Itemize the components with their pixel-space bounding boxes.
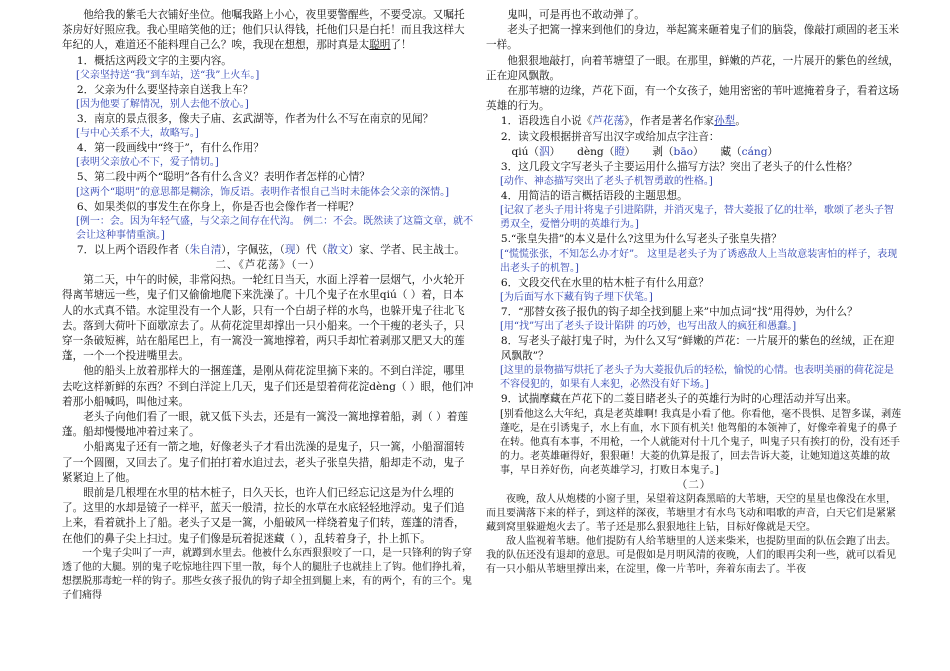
answer-1: [父亲坚持送“我”到车站，送“我”上火车。] — [76, 69, 260, 81]
answer-r7: [用“找”写出了老头子设计陷阱 的巧妙，也写出敌人的疯狂和愚蠢。] — [500, 321, 797, 333]
q7-text-d: ）家、学者、民主战士。 — [348, 243, 465, 256]
question-5: 5、第二段中两个“聪明”各有什么含义？表明作者怎样的心情？ — [76, 171, 370, 184]
left-column — [62, 8, 474, 603]
pinyin-cang-answer: cáng — [741, 145, 768, 158]
q7-text-b: ），字佩弦，（ — [221, 243, 285, 256]
passage-paragraph-2: 他的船头上放着那样大的一捆莲蓬，是刚从荷花淀里摘下来的。不到白洋淀，哪里去吃这样新鲜的东西？不到白洋淀上几天，鬼子们还是望着荷花淀dèng（ ）眼，他们冲着那小船喊吗，叫他过来。 — [62, 365, 474, 408]
question-6: 6、如果类似的事发生在你身上，你是否也会像作者一样呢？ — [76, 200, 360, 213]
passage-2-paragraph-2: 敌人监视着苇塘。他们提防有人给苇塘里的人送来柴米，也提防里面的队伍会跑了出去。我的队伍还没有退却的意思。可是假如是月明风清的夜晚，人们的眼再尖利一些，就可以看见有一只小船从苇塘里撑出来，在淀里，像一片苇叶，奔着东南去了。半夜 — [486, 535, 896, 575]
answer-r6: [为后面写水下藏有钩子埋下伏笔。] — [500, 291, 653, 303]
q7-answer-author: 朱自清 — [189, 243, 222, 256]
passage-paragraph-5: 眼前是几根埋在水里的枯木桩子，日久天长，也许人们已经忘记这是为什么埋的了。这里的水却是镜子一样平，蓝天一般清，拉长的水草在水底轻轻地浮动。鬼子们追上来，看着就扑上了船。老头子又是一篙，小船破风一样绕着鬼子们转，莲蓬的清香，在他们的鼻子尖上扫过。鬼子们像是玩着捉迷藏（ ），乱转着身子，扑上抓下。 — [62, 487, 465, 545]
question-1: 1．概括这两段文字的主要内容。 — [76, 54, 232, 67]
r1-text-b: 》，作者是著名作家 — [624, 115, 715, 128]
pinyin-qiu-answer: 泅 — [539, 145, 550, 158]
passage-paragraph-1: 第二天，中午的时候，非常闷热。一轮红日当天，水面上浮着一层烟气，小火轮开得离苇塘远一些，鬼子们又偷偷地爬下来洗澡了。十几个鬼子在水里qiú（ ）着，日本人的水式真不错。水淀里没有一个人影，只有一个白胡子样的水鸟，也躲开鬼子往北飞去。落到大荷叶下面歇凉去了。从荷花淀里却撑出一只小船来。一个干瘦的老头子，只穿一条破短裤，站在船尾巴上，有一篙没一篙地撑着，两只手却忙着剥那又肥又大的莲蓬，一个一个投进嘴里去。 — [62, 274, 465, 363]
pinyin-bao-answer: bāo — [673, 145, 694, 158]
question-r8: 8．写老头子敲打鬼子时，为什么又写“鲜嫩的芦花：一片展开的紫色的丝绒，正在迎风飘散”？ — [500, 335, 895, 363]
r1-text-a: 1．语段选自小说《 — [500, 115, 593, 128]
q7-answer-era: 现 — [284, 243, 296, 256]
answer-3: [与中心关系不大，故略写。] — [76, 128, 199, 140]
answer-6: [例一：会。因为年轻气盛，与父亲之间存在代沟。 例二：不会。既然读了这篇文章，就不会让这种事情重演。] — [76, 215, 474, 241]
passage-paragraph-7: 鬼叫，可是再也不敢动弹了。 — [507, 9, 645, 21]
answer-r9: [别看他这么大年纪，真是老英雄啊! 我真是小看了他。你看他，毫不畏惧、足智多谋，剥莲蓬吃，是在引诱鬼子，水上有血，水下顶有机关! 他驾船的本领神了，好像牵着鬼子的鼻子在转。他真有本事，不用枪，一个人就能对付十几个鬼子，叫鬼子只有挨打的份，没有还手的力。老英雄砸得好，狠狠砸！大菱的仇算是报了，回去告诉大菱，让她知道这英雄的故事，早日养好伤，向老英雄学习，打败日本鬼子。] — [500, 408, 902, 476]
question-4: 4．第一段画线中“终于”，有什么作用？ — [76, 142, 264, 155]
question-r1 — [486, 114, 902, 129]
passage-paragraph-10: 在那苇塘的边缘，芦花下面，有一个女孩子，她用密密的苇叶遮掩着身子，看着这场英雄的行为。 — [486, 85, 900, 113]
passage-paragraph-8: 老头子把篙一撑来到他们的身边，举起篙来砸着鬼子们的脑袋，像敲打顽固的老玉米一样。 — [486, 24, 900, 52]
intro-paragraph — [62, 8, 474, 54]
pinyin-bao: 剥（ — [652, 145, 674, 158]
q7-text-a: 7．以上两个语段作者（ — [76, 243, 190, 256]
section-heading-reed-marsh: 二、《芦花荡》（一） — [215, 259, 321, 272]
r1-answer-author: 孙犁 — [714, 115, 736, 128]
intro-text: 他给我的紫毛大衣铺好坐位。他嘱我路上小心，夜里要警醒些，不要受凉。又嘱托茶房好好照应我。我心里暗笑他的迂；他们只认得钱，托他们只是白托！而且我这样大年纪的人，难道还不能料理自己么？唉，我现在想想，那时真是太 — [62, 9, 465, 52]
pinyin-deng-answer: 瞪 — [614, 145, 625, 158]
passage-2-paragraph-1: 夜晚，敌人从炮楼的小窗子里，呆望着这阴森黑暗的大苇塘，天空的星星也像没在水里，而且要满落下来的样子，到这样的深夜，苇塘里才有水鸟飞动和唱歌的声音，白天它们是紧紧藏到窝里躲避炮火去了。苇子还是那么狠狠地往上钻，目标好像就是天空。 — [486, 493, 896, 533]
answer-r8: [这里的景物描写烘托了老头子为大菱报仇后的轻松，愉悦的心情。也表明美丽的荷花淀是不容侵犯的，如果有人来犯，必然没有好下场。] — [500, 365, 894, 391]
intro-end: 了！ — [390, 39, 412, 52]
question-r9: 9．试揣摩藏在芦花下的二菱目睹老头子的英雄行为时的心理活动并写出来。 — [500, 393, 858, 406]
answer-r5: [“慌慌张张，不知怎么办才好”。 这里是老头子为了诱惑敌人上当故意装害怕的样子，表现出老头子的机智。] — [500, 248, 898, 274]
question-r4: 4．用简洁的语言概括语段的主题思想。 — [500, 190, 688, 203]
q7-answer-genre: 散文 — [327, 243, 349, 256]
question-r3: 3．这几段文字写老头子主要运用什么描写方法？突出了老头子的什么性格？ — [500, 161, 858, 174]
r1-text-c: 。 — [735, 115, 746, 128]
answer-4: [表明父亲放心不下，爱子情切。] — [76, 157, 219, 169]
answer-r4: [记叙了老头子用计将鬼子引进陷阱，并消灭鬼子，替大菱报了亿的壮举，歌颂了老头子智勇双全，爱憎分明的英雄行为。] — [500, 205, 894, 231]
answer-2: [因为他要了解情况，别人去他不放心。] — [76, 99, 249, 111]
answer-r3: [动作、神态描写突出了老头子机智勇敢的性格。] — [500, 176, 713, 188]
pinyin-deng: dèng（ — [577, 145, 615, 158]
right-column — [486, 8, 902, 577]
pinyin-cang: 藏（ — [720, 145, 742, 158]
passage-paragraph-4: 小船离鬼子还有一箭之地，好像老头子才看出洗澡的是鬼子，只一篙，小船溜溜转了一个圆圈，又回去了。鬼子们拍打着水追过去，老头子张皇失措，船却走不动，鬼子紧紧迫上了他。 — [62, 441, 465, 484]
question-r5: 5.“张皇失措”的本义是什么?这里为什么写老头子张皇失措？ — [500, 233, 782, 246]
question-r2: 2．读文段根据拼音写出汉字或给加点字注音： — [500, 130, 720, 143]
question-r6: 6．文段交代在水里的枯木桩子有什么用意？ — [500, 276, 709, 289]
pinyin-row: qiú（泅） dèng（瞪） 剥（bāo） 藏（cáng） — [511, 145, 779, 158]
question-7 — [62, 243, 474, 258]
passage-paragraph-6: 一个鬼子尖叫了一声，就蹲到水里去。他被什么东西狠狠咬了一口，是一只锋利的钩子穿透了他的大腿。别的鬼子吃惊地往四下里一散，每个人的腿肚子也就挂上了钩。他们挣扎着，想摆脱那毒蛇一样的钩子。那些女孩子报仇的钩子却全扭到腿上来，有的两个，有的三个。鬼子们痛得 — [62, 547, 472, 601]
passage-paragraph-9: 他狠狠地敲打，向着苇塘望了一眼。在那里，鲜嫩的芦花，一片展开的紫色的丝绒，正在迎风飘散。 — [486, 54, 900, 82]
pinyin-qiu: qiú（ — [511, 145, 540, 158]
question-r7: 7．“那替女孩子报仇的钩子却全找到腿上来”中加点词“找”用得妙，为什么？ — [500, 305, 858, 318]
question-2: 2．父亲为什么要坚持亲自送我上车？ — [76, 83, 254, 96]
question-3: 3．南京的景点很多，像夫子庙、玄武湖等，作者为什么不写在南京的见闻？ — [76, 113, 434, 126]
answer-5: [这两个“聪明”的意思都是糊涂，饰反语。表明作者恨自己当时未能体会父亲的深情。] — [76, 186, 450, 198]
intro-underlined-word: 聪明 — [369, 39, 391, 52]
q7-text-c: ）代（ — [295, 243, 328, 256]
r1-answer-title: 芦花荡 — [592, 115, 625, 128]
section-heading-2: （二） — [676, 478, 712, 491]
passage-paragraph-3: 老头子向他们看了一眼，就又低下头去，还是有一篙没一篙地撑着船，剥（ ）着莲蓬。船却慢慢地冲着过来了。 — [62, 411, 468, 439]
